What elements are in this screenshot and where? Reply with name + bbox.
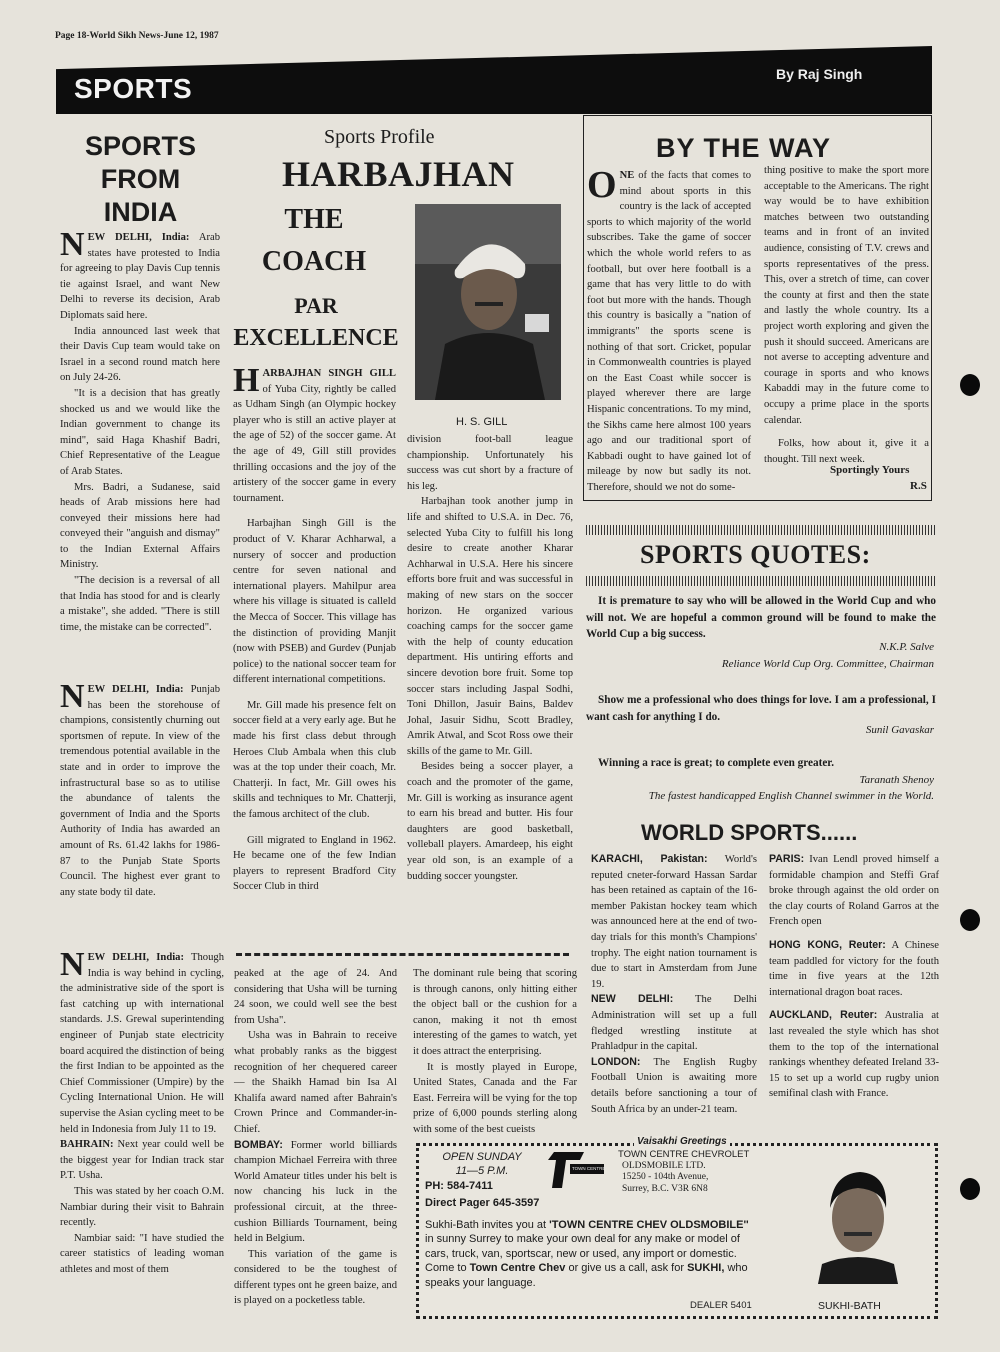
dateline: PARIS: [769,853,805,865]
paragraph: This variation of the game is considered to be the toughest of different types ont he green baize, and is played on a pocketless table. [234,1248,397,1307]
paragraph: Gill migrated to England in 1962. He became one of the few Indian players to represent Bradford City Soccer Club in third [233,834,396,893]
paragraph: Arab states have protested to India for agreeing to play Davis Cup tennis tie against Israel, and want New Delhi to reverse its decision, Arab Diplomats said here. [60,232,220,321]
paragraph: of Yuba City, rightly be called as Udham Singh (an Olympic hockey player who is still an active player at the age of 52) of the soccer game. At the age of 49, Gill still provides thrilling occasions and the joy of the artistery of the soccer game in every tournament. [233,383,396,504]
india-article-2 [60,678,221,900]
usha-bombay-column [234,966,397,1309]
dealer-name: TOWN CENTRE CHEVROLET [618,1149,750,1160]
dateline: EW DELHI, India: [87,232,190,243]
quotes-title: SPORTS QUOTES: [640,540,871,569]
ad-open-sunday: OPEN SUNDAY [442,1151,522,1163]
paragraph: division foot-ball league championship. Unfortunately his success was cut short by a fracture of his leg. [407,434,573,492]
by-the-way-title: BY THE WAY [656,133,832,163]
signoff-initials: R.S [910,480,927,492]
by-the-way-col-2 [764,163,929,467]
profile-column-1 [233,362,396,895]
india-headline [58,130,223,229]
paragraph: Former world billiards champion Michael Ferreira with three World Amateur titles under his belt is now chancing his luck in the professional circuit, at the three-cushion Billiards Tournament, being held in Belgium. [234,1139,397,1245]
dealer-address-1: 15250 - 104th Avenue, [622,1172,709,1182]
paragraph: Besides being a soccer player, a coach and the promoter of the game, Mr. Gill is working as insurance agent to earn his bread and butter. His four daughters are good basketball, volleball players. Amardeep, his eight year old son, is an example of a budding soccer youngster. [407,761,573,882]
paragraph: Folks, how about it, give it a thought. Till next week. [764,438,929,465]
paragraph: A Chinese team paddled for victory for the fouth time in five years at the 12th international dragon boat races. [769,939,939,998]
ad-body-bold-3: SUKHI, [687,1262,725,1275]
paragraph: of the facts that comes to mind about sports in this country is the lack of accepted sports to which majority of the world subscribes. Take the game of soccer which the whole world refers to as football, but over here football is a game that has very little to do with foot but more with the hands. Though this country is basically a "nation of immigrants" the sports scene is nothing of that sort. Cricket, popular in Commonwealth countries is played on the East Coast while soccer is played wherever there are large Hispanic concentrations. To my mind, the Sikhs came here almost 100 years ago and our traditional sport of Kabbadi ought to have gained lot of mileage by now but sadly its not. Therefore, should we not do some- [587,170,751,493]
headline-coach: COACH [261,246,367,277]
quote-2-name: Sunil Gavaskar [865,724,934,736]
ad-greeting: Vaisakhi Greetings [634,1136,730,1147]
ad-body-bold: 'TOWN CENTRE CHEV OLDSMOBILE'' [549,1219,749,1231]
dealer-name-2: OLDSMOBILE LTD. [622,1160,706,1171]
paragraph: Harbajhan took another jump in life and shifted to U.S.A. in Dec. 76, selected Yuba City to fulfill his long desire to create another Kharar Achharwal in U.S.A. Here his sincere efforts bore fruit and was successful in making of new stars on the soccer horizon. He organized various coaching camps for the soccer game with the help of county education department. His untiring efforts and sincere devotion bore fruit. Some top soccer stars including Jaspal Sodhi, Toni Dhillon, Jasuir Bains, Baldev Johal, Jasuir Sidhu, Scott Bradley, Amrik Atwal, and Scot Ross owe their skills of the game to Mr. Gill. [407,496,573,757]
dropcap-n: N [60,946,85,983]
binder-hole-icon [960,1178,980,1200]
profile-name: HARBAJHAN [282,154,515,194]
dashed-rule [236,953,569,956]
dropcap-n: N [60,678,85,715]
paragraph: The English Rugby Football Union is awaiting more details before sanctioning a tour of South Africa by an under-21 team. [591,1056,757,1115]
page-header: Page 18-World Sikh News-June 12, 1987 [55,31,219,41]
dateline: BAHRAIN: [60,1139,114,1151]
quote-1-name: N.K.P. Salve [879,641,934,653]
dealer-number: DEALER 5401 [690,1300,752,1311]
paragraph: Australia at last revealed the style which has shot them to the top of the international rankings whenthey defeated Ireland 33-15 to set up a world cup rugby union semifinal clash with France. [769,1010,939,1100]
dateline: NEW DELHI: [591,993,674,1006]
ad-body-1: Sukhi-Bath invites you at [425,1219,547,1231]
dateline: HONG KONG, Reuter: [769,938,886,951]
paragraph: India announced last week that their Davis Cup team would take on Israel in a second round match here on July 24-26. [60,325,220,384]
lead-caps: NE [619,170,635,181]
dateline: KARACHI, Pakistan: [591,853,708,865]
india-headline-line-1: SPORTS [84,131,197,161]
photo-caption: H. S. GILL [456,416,508,428]
gill-photo [415,204,561,400]
india-headline-line-3: INDIA [103,197,178,227]
paragraph: This was stated by her coach O.M. Nambiar during their visit to Bahrain recently. [60,1185,224,1229]
dealer-logo-text: TOWN CENTRE [572,1166,606,1171]
ad-body-4: who speaks your language. [425,1262,748,1289]
ad-pager[interactable]: Direct Pager 645-3597 [425,1197,540,1209]
quote-3: Winning a race is great; to complete even greater. [598,757,835,769]
headline-excellence: EXCELLENCE [233,325,399,351]
ad-open-hours: 11—5 P.M. [455,1165,509,1177]
paragraph: Mrs. Badri, a Sudanese, said heads of Arab missions here had conveyed their missions here had conveyed their "anguish and dismay" to the Indian External Affairs Ministry. [60,481,220,571]
quote-1-role: Reliance World Cup Org. Committee, Chairman [721,658,934,670]
dealer-address [618,1149,749,1195]
profile-headline [232,200,400,352]
dateline: LONDON: [591,1055,641,1068]
signoff: Sportingly Yours [830,464,910,476]
paragraph: Next year could well be the biggest year for Indian track star P.T. Usha. [60,1139,224,1182]
sukhi-caption: SUKHI-BATH [818,1300,881,1312]
ad-body-3: or give us a call, ask for [568,1262,685,1275]
paragraph: Nambiar said: "I have studied the career statistics of leading woman athletes and most of them [60,1232,224,1275]
dealer-address-2: Surrey, B.C. V3R 6N8 [622,1183,708,1194]
paragraph: The Delhi Administration will set up a full fledged wrestling institute at Prahladpur in the capital. [591,994,758,1053]
paragraph: Ivan Lendl proved himself a formidable champion and Steffi Graf broke through against the old order on the clay courts of Roland Garros at the French open [769,854,939,928]
headline-the: THE [284,204,344,235]
world-sports-col-2 [769,852,939,1102]
profile-column-2 [407,432,573,884]
paragraph: "It is a decision that has greatly shocked us and we would like the Indian government to change its mind", said Haga Khashif Badri, Chief Representative of the League of Arab States. [60,387,220,477]
india-article-1 [60,226,220,635]
sukhi-photo [808,1160,908,1284]
dateline: BOMBAY: [234,1138,283,1151]
dateline: EW DELHI, India: [87,952,184,963]
paragraph: "The decision is a reversal of all that India has stood for and is clearly a mistake", she added. "There is still time, the mistake can be corrected". [60,575,220,633]
profile-lead-caps: ARBAJHAN SINGH GILL [262,368,396,379]
ad-hours [426,1150,538,1178]
dropcap-o: O [587,164,617,206]
hatch-rule-top [586,525,936,535]
profile-kicker: Sports Profile [324,126,435,148]
quote-3-role: The fastest handicapped English Channel swimmer in the World. [648,790,934,802]
paragraph: Mr. Gill made his presence felt on soccer field at a very early age. But he made his first class debut through Heroes Club Ambala when this club was at the top under their coach, Mr. Chatterji. In fact, Mr. Gill owes his skills and techniques to Mr. Chatterji, the famous architect of the club. [233,699,396,821]
paragraph: The dominant rule being that scoring is through canons, only hitting either the object ball or the cushion for a canon, making it not th emost interesting of the games to watch, yet it does attract the enterprising. [413,968,577,1057]
paragraph: Punjab has been the storehouse of champions, consistently churning out sportsmen of repute. In view of the tremendous potential available in the state and in order to improve the infrastructural base so as to utilise the abundance of talents the government of India and the Sports Authority of India has awarded an amount of Rs. 61.42 lakhs for 1986-87 to the Punjab State Sports Council. The highest ever grant to any state body til date. [60,684,221,898]
quote-3-name: Taranath Shenoy [859,774,934,786]
headline-par: PAR [294,293,338,318]
binder-hole-icon [960,909,980,931]
paragraph: peaked at the age of 24. And considering that Usha will be turning 24 soon, we could well see the best from Usha". [234,968,397,1026]
paragraph: thing positive to make the sport more acceptable to the Americans. The right way would be to have exhibition matches between two outstanding teams and in front of an invited audience, consisting of T.V. crews and sports representatives of the press. This, over a stretch of time, can cover the county at first and then the state and lastly the whole country. Its a project worth exploring and given the push it should succeed. Americans are not averse to accepting adventure and courage in sports and who knows Kabaddi may in the future come to occupy a prime place in the sports calendar. [764,165,929,426]
india-article-3 [60,946,224,1277]
dateline: EW DELHI, India: [87,684,184,695]
quote-1: It is premature to say who will be allowed in the World Cup and who will not. We are hopeful a common ground will be found to make the World Cup a big success. [586,595,936,640]
binder-hole-icon [960,374,980,396]
dropcap-h: H [233,362,260,399]
ad-body-2: in sunny Surrey to make your own deal for any make or model of cars, truck, van, sportscar, new or used, any import or domestic. Come to [425,1233,740,1275]
dateline: AUCKLAND, Reuter: [769,1009,878,1022]
paragraph: Harbajhan Singh Gill is the product of V. Kharar Achharwal, a nursery of soccer and production centre for seven national and international players. Mahilpur area where his village is situated is calleld the Mecca of Soccer. This village has the distinction of providing Manjit (now with PSEB) and Gurdev (Punjab police) to the national soccer team for different international competitions. [233,518,396,686]
by-the-way-col-1 [587,164,751,495]
paragraph: World's reputed cneter-forward Hassan Sardar has been retained as captain of the 16-member Pakistan hockey team which was announced here at the end of two-day trials for this month's Champions' trophy. The eight nation tournament is due to start in Amsterdam from June 19. [591,854,757,990]
paragraph: Though India is way behind in cycling, the administrative side of the sport is fast catching up with international standards. J.S. Grewal superintending engineer of Punjab state electricity board acquired the distinction of being the first Indian to be appointed as the Chief Commissioner (Umpire) by the Cycling International Union. He will supervise the Asian cycling meet to be held in Indonesia from July 11 to 19. [60,952,224,1135]
ad-phone[interactable]: PH: 584-7411 [425,1180,493,1192]
world-sports-title: WORLD SPORTS...... [641,820,858,845]
paragraph: Usha was in Bahrain to receive what probably ranks as the biggest recognition of her chequered career — the Shaikh Hamad bin Isa Al Khalifa award named after Bahrain's Crown Prince and Commander-in-Chief. [234,1030,397,1135]
section-title: SPORTS [74,73,193,104]
byline: By Raj Singh [776,66,863,82]
paragraph: It is mostly played in Europe, United States, Canada and the Far East. Ferreira will be vying for the top prize of 6,000 pounds sterling along with some of the best cueists [413,1061,577,1135]
hatch-rule-bottom [586,576,936,586]
quote-2: Show me a professional who does things for love. I am a professional, I want cash for anything I do. [586,694,936,723]
ad-body-bold-2: Town Centre Chev [469,1262,566,1275]
dropcap-n: N [60,226,85,263]
ad-body [425,1218,755,1290]
world-sports-col-1 [591,852,757,1117]
billiards-column [413,966,577,1138]
india-headline-line-2: FROM [100,164,181,194]
